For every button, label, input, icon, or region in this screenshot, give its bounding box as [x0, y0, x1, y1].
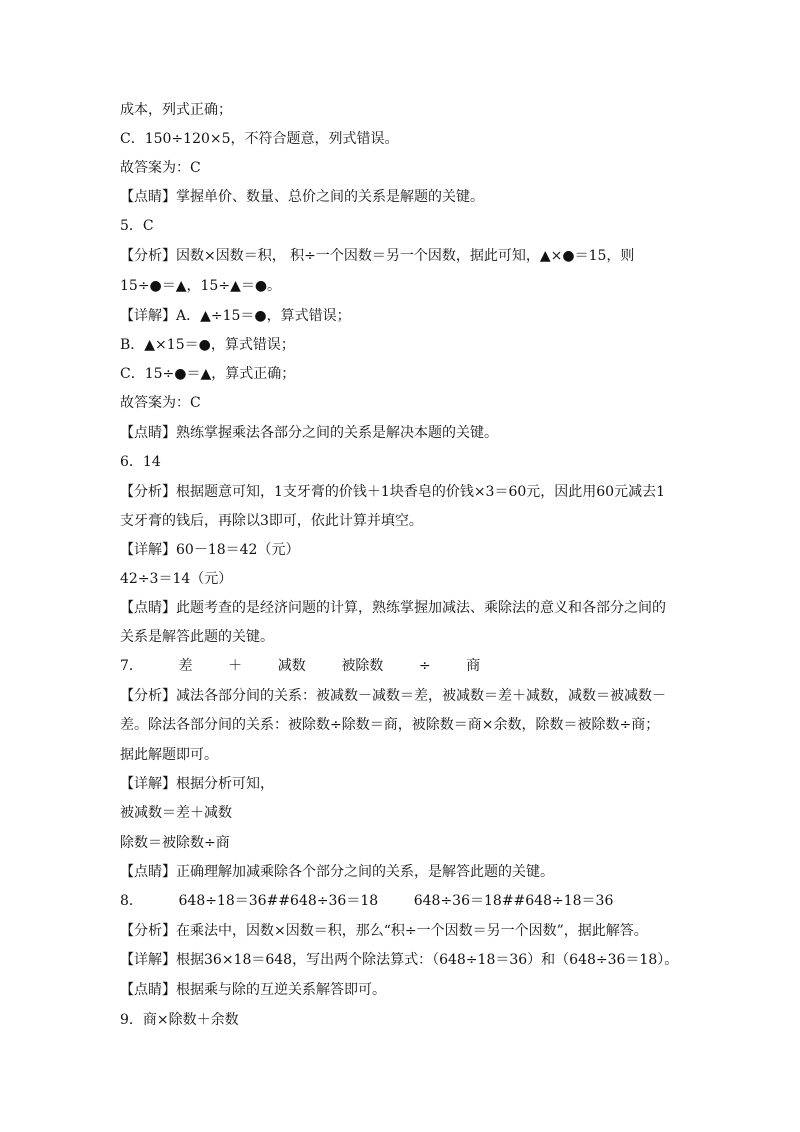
text-line: 【分析】减法各部分间的关系：被减数－减数＝差，被减数＝差＋减数，减数＝被减数－: [120, 688, 666, 704]
text-line: 42÷3＝14（元）: [120, 571, 233, 587]
text-line: 9．商×除数＋余数: [120, 1012, 239, 1028]
text-line: 5．C: [120, 218, 154, 234]
text-line: 关系是解答此题的关键。: [120, 629, 274, 645]
text-line: C．15÷●＝▲，算式正确；: [120, 366, 296, 382]
text-line: 8． 648÷18＝36##648÷36＝18 648÷36＝18##648÷18＝36: [120, 893, 614, 909]
text-line: 【分析】在乘法中，因数×因数＝积，那么“积÷一个因数＝另一个因数”，据此解答。: [120, 923, 648, 939]
text-line: 成本，列式正确；: [120, 102, 232, 118]
text-line: 【详解】A．▲÷15＝●，算式错误；: [120, 308, 351, 324]
text-line: 故答案为：C: [120, 395, 201, 411]
text-line: 【详解】根据分析可知，: [120, 776, 274, 792]
text-line: 6．14: [120, 454, 161, 470]
text-line: 【分析】根据题意可知，1支牙膏的价钱＋1块香皂的价钱×3＝60元，因此用60元减去1: [120, 484, 665, 500]
text-line: 故答案为：C: [120, 160, 201, 176]
text-line: 【详解】根据36×18＝648，写出两个除法算式：（648÷18＝36）和（648÷36＝18）。: [120, 952, 679, 968]
text-line: 被减数＝差＋减数: [120, 805, 232, 821]
text-line: 15÷●＝▲，15÷▲＝●。: [120, 278, 282, 294]
text-line: 差。除法各部分间的关系：被除数÷除数＝商，被除数＝商×余数，除数＝被除数÷商；: [120, 717, 660, 733]
text-line: 支牙膏的钱后，再除以3即可，依此计算并填空。: [120, 513, 423, 529]
text-line: 除数＝被除数÷商: [120, 835, 230, 851]
text-line: 【点睛】正确理解加减乘除各个部分之间的关系，是解答此题的关键。: [120, 864, 554, 880]
text-line: C．150÷120×5，不符合题意，列式错误。: [120, 131, 399, 147]
text-line: 【点睛】熟练掌握乘法各部分之间的关系是解决本题的关键。: [120, 425, 498, 441]
text-line: 【点睛】此题考查的是经济问题的计算，熟练掌握加减法、乘除法的意义和各部分之间的: [120, 600, 666, 616]
text-line: 【详解】60－18＝42（元）: [120, 542, 300, 558]
text-line: 【点睛】根据乘与除的互逆关系解答即可。: [120, 982, 386, 998]
text-line: 据此解题即可。: [120, 747, 218, 763]
text-line: 【分析】因数×因数＝积， 积÷一个因数＝另一个因数，据此可知，▲×●＝15，则: [120, 248, 635, 264]
text-line: 【点睛】掌握单价、数量、总价之间的关系是解题的关键。: [120, 189, 484, 205]
text-line: 7． 差 ＋ 减数 被除数 ÷ 商: [120, 658, 481, 674]
text-line: B．▲×15＝●，算式错误；: [120, 337, 295, 353]
